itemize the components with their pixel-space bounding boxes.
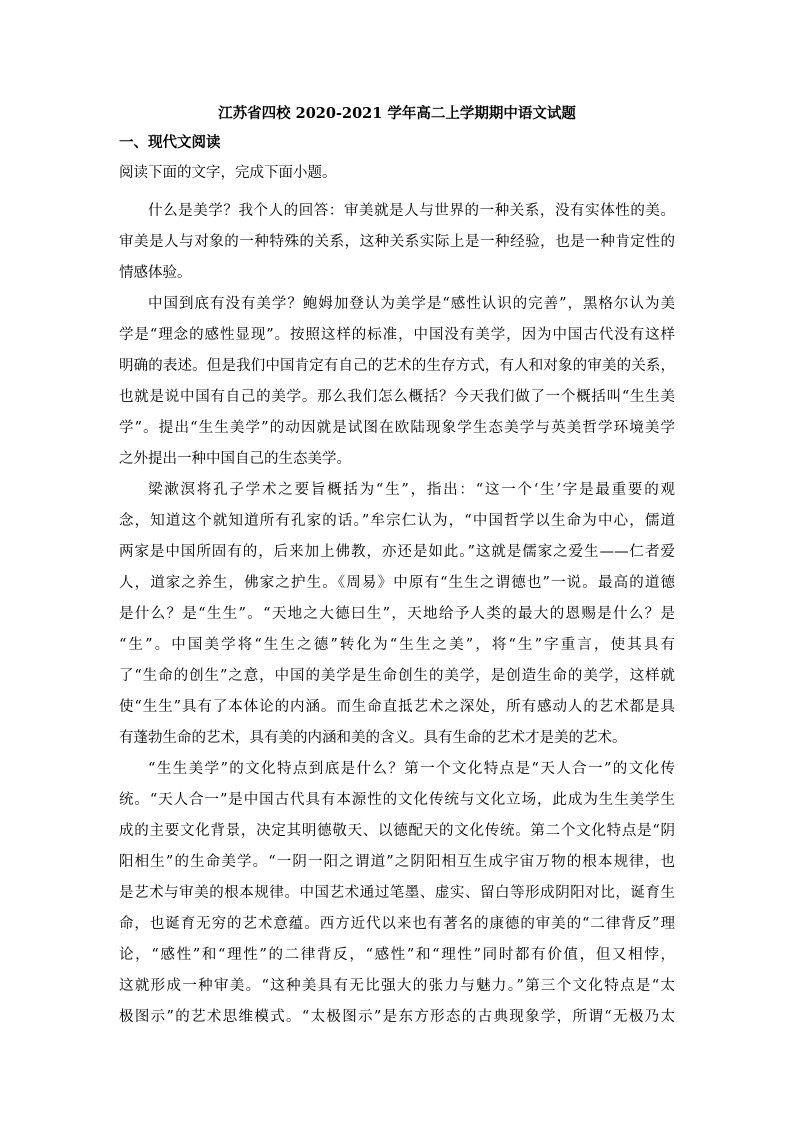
- passage-line: 这就形成一种审美。“这种美具有无比强大的张力与魅力。”第三个文化特点是“太: [119, 978, 675, 994]
- passage-line: 命，也诞育无穷的艺术意蕴。西方近代以来也有著名的康德的审美的“二律背反”理: [119, 916, 675, 932]
- section-heading: 一、现代文阅读: [119, 134, 221, 151]
- passage-line: 成的主要文化背景，决定其明德敬天、以德配天的文化传统。第二个文化特点是“阴: [119, 823, 675, 839]
- passage-line: 什么是美学？我个人的回答：审美就是人与世界的一种关系，没有实体性的美。: [148, 203, 675, 219]
- passage-line: 梁漱溟将孔子学术之要旨概括为“生”，指出：“这一个‘生’字是最重要的观: [148, 482, 675, 498]
- passage-line: 阳相生”的生命美学。“一阴一阳之谓道”之阴阳相互生成宇宙万物的根本规律，也: [119, 854, 675, 870]
- passage-line: 念，知道这个就知道所有孔家的话。”牟宗仁认为，“中国哲学以生命为中心，儒道: [119, 513, 675, 529]
- passage-line: 学是“理念的感性显现”。按照这样的标准，中国没有美学，因为中国古代没有这样: [119, 327, 675, 343]
- passage-line: “生”。中国美学将“生生之德”转化为“生生之美”，将“生”字重言，使其具有: [119, 637, 675, 653]
- passage-line: 是艺术与审美的根本规律。中国艺术通过笔墨、虚实、留白等形成阴阳对比，诞育生: [119, 885, 675, 901]
- passage-line: 是什么？是“生生”。“天地之大德曰生”，天地给予人类的最大的恩赐是什么？是: [119, 606, 675, 622]
- passage-line: 极图示”的艺术思维模式。“太极图示”是东方形态的古典现象学，所谓“无极乃太: [119, 1009, 675, 1025]
- passage-line: 情感体验。: [119, 265, 192, 281]
- passage-line: 两家是中国所固有的，后来加上佛教，亦还是如此。”这就是儒家之爱生——仁者爱: [119, 544, 675, 560]
- passage-line: 明确的表述。但是我们中国肯定有自己的艺术的生存方式，有人和对象的审美的关系，: [119, 358, 675, 374]
- exam-title: 江苏省四校 2020-2021 学年高二上学期期中语文试题: [218, 105, 576, 122]
- passage-line: 审美是人与对象的一种特殊的关系，这种关系实际上是一种经验，也是一种肯定性的: [119, 234, 675, 250]
- passage-body: [119, 196, 675, 1033]
- passage-line: 统。“天人合一”是中国古代具有本源性的文化传统与文化立场，此成为生生美学生: [119, 792, 675, 808]
- passage-line: 之外提出一种中国自己的生态美学。: [119, 451, 351, 467]
- passage-line: 了“生命的创生”之意，中国的美学是生命创生的美学，是创造生命的美学，这样就: [119, 668, 675, 684]
- passage-line: 有蓬勃生命的艺术，具有美的内涵和美的含义。具有生命的艺术才是美的艺术。: [119, 730, 627, 746]
- passage-line: 也就是说中国有自己的美学。那么我们怎么概括？今天我们做了一个概括叫“生生美: [119, 389, 675, 405]
- passage-line: “生生美学”的文化特点到底是什么？第一个文化特点是“天人合一”的文化传: [148, 761, 675, 777]
- passage-line: 论，“感性”和“理性”的二律背反，“感性”和“理性”同时都有价值，但又相悖，: [119, 947, 675, 963]
- passage-line: 使“生生”具有了本体论的内涵。而生命直抵艺术之深处，所有感动人的艺术都是具: [119, 699, 675, 715]
- passage-line: 学”。提出“生生美学”的动因就是试图在欧陆现象学生态美学与英美哲学环境美学: [119, 420, 675, 436]
- passage-line: 中国到底有没有美学？鲍姆加登认为美学是“感性认识的完善”，黑格尔认为美: [148, 296, 675, 312]
- reading-instruction: 阅读下面的文字，完成下面小题。: [119, 165, 337, 181]
- passage-line: 人，道家之养生，佛家之护生。《周易》中原有“生生之谓德也”一说。最高的道德: [119, 575, 675, 591]
